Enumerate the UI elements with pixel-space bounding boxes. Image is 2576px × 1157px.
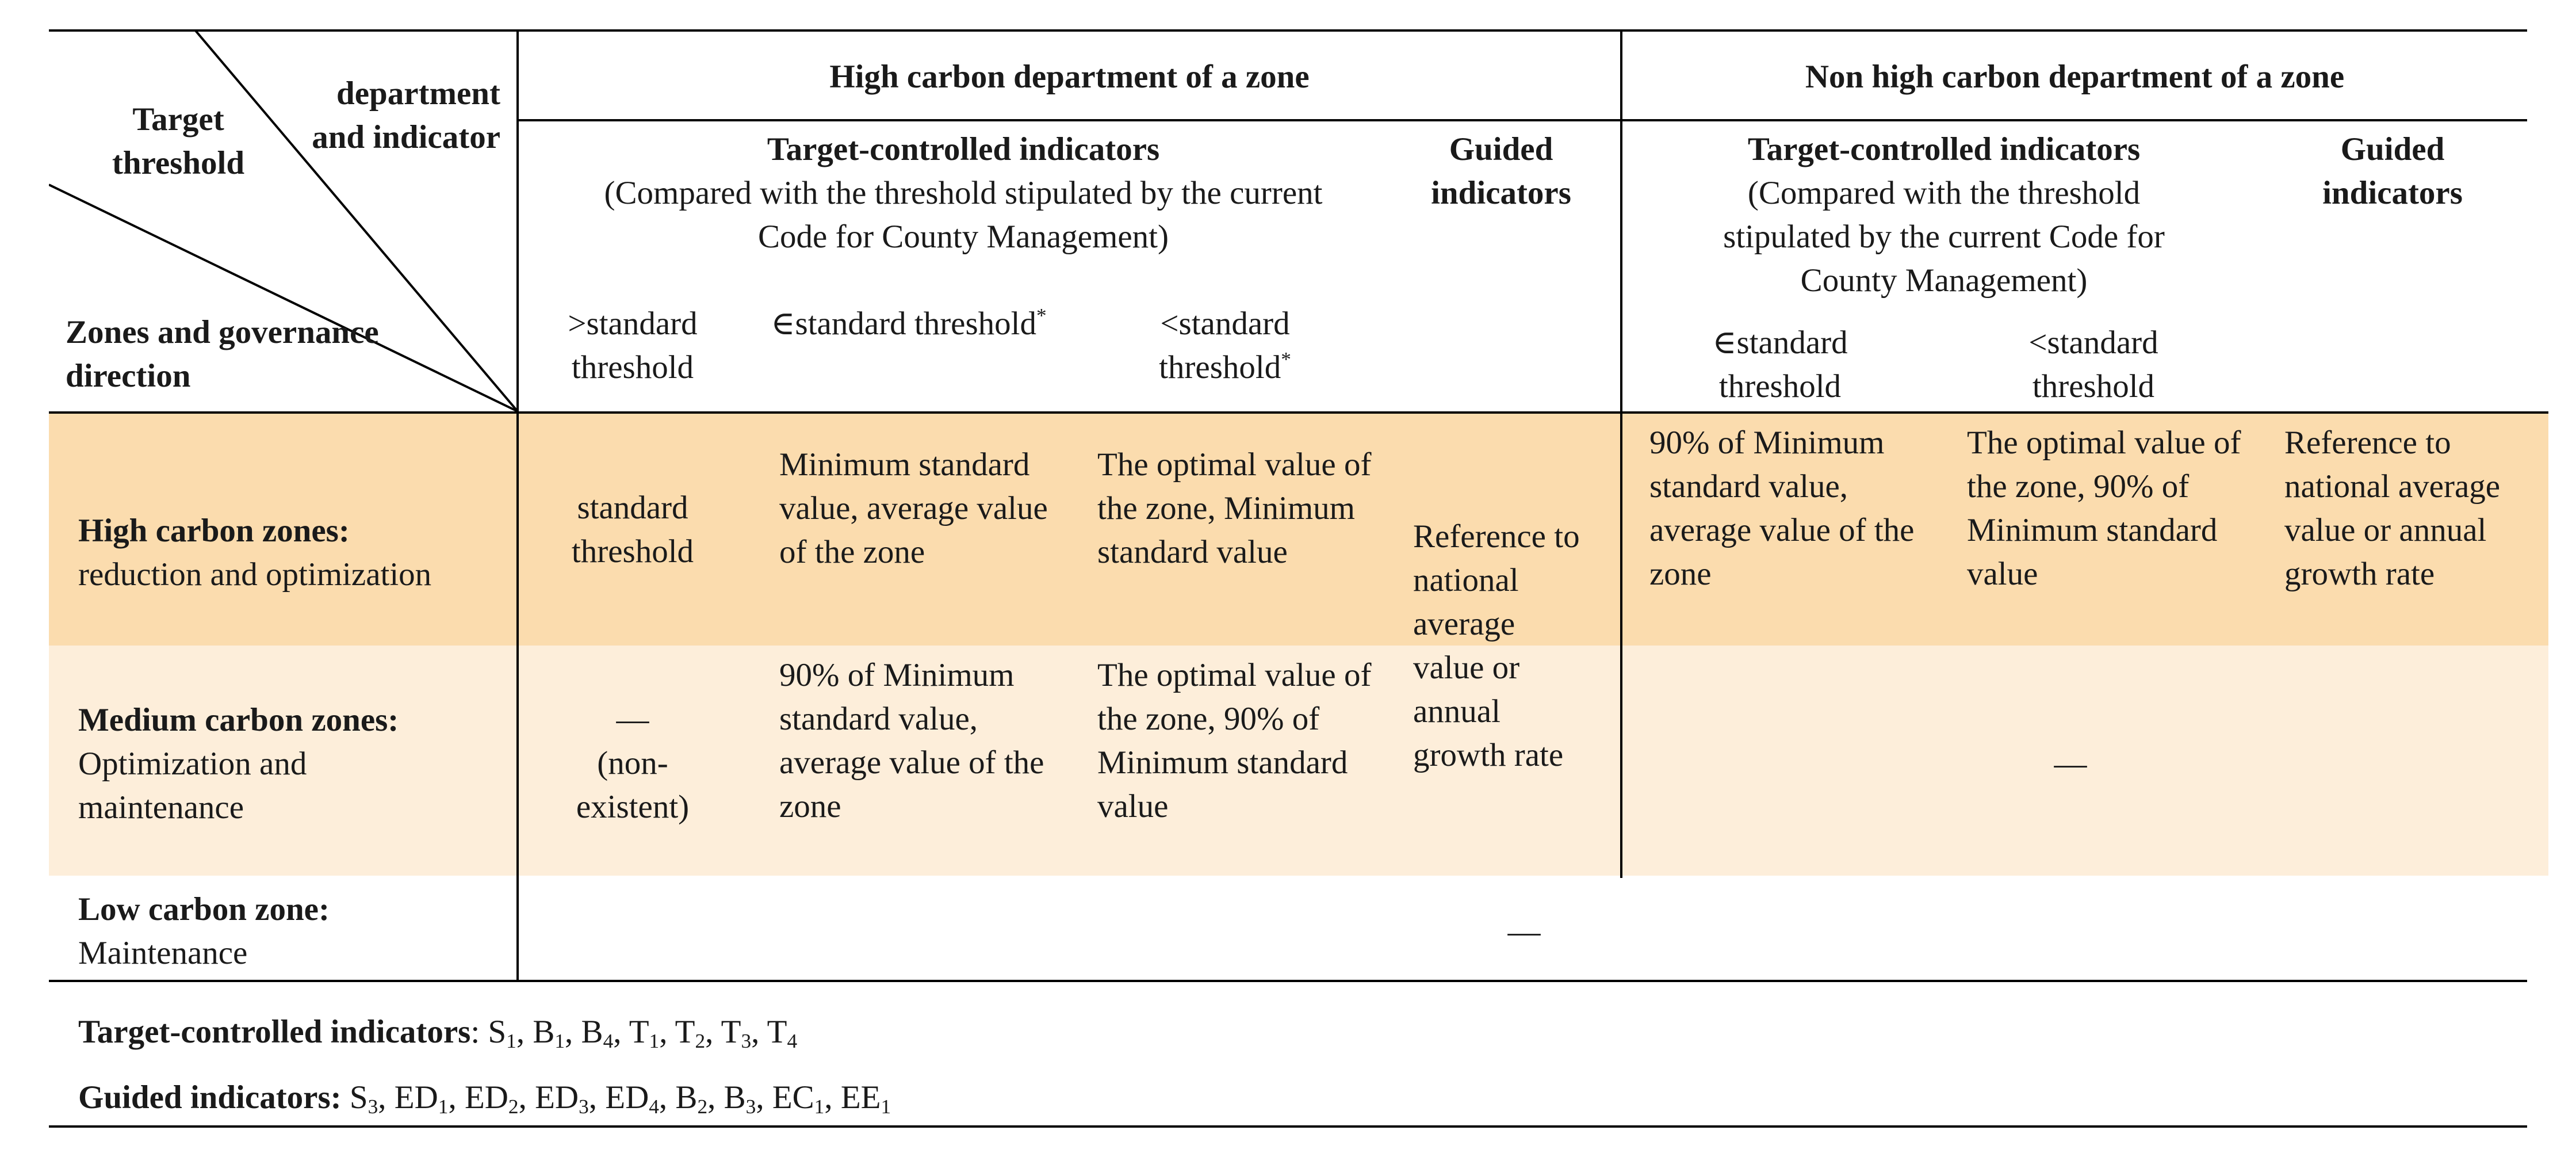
corner-department-label: department and indicator	[312, 75, 500, 155]
high-in-cell: Minimum standard value, average value of the zone	[779, 446, 1048, 570]
high-zone-name: High carbon zones:	[78, 513, 350, 549]
medium-non-high-cell: —	[2054, 746, 2087, 782]
medium-zone-label	[78, 698, 504, 830]
high-guided-cell: Reference to national average value or annual growth rate	[1413, 518, 1580, 773]
corner-zones-label: Zones and governance direction	[66, 314, 379, 394]
high-non-lt-cell: The optimal value of the zone, 90% of Minimum standard value	[1967, 425, 2241, 592]
threshold-lt-header	[1093, 302, 1357, 390]
threshold-in-header	[771, 302, 1047, 346]
footer-guided-label: Guided indicators:	[78, 1079, 342, 1116]
non-target-controlled-header	[1656, 128, 2231, 303]
medium-gt-cell	[549, 698, 716, 829]
low-zone-label	[78, 888, 504, 975]
high-gt-cell: standard threshold	[571, 490, 694, 570]
high-lt-cell: The optimal value of the zone, Minimum standard value	[1097, 446, 1372, 570]
medium-lt-cell: The optimal value of the zone, 90% of Minimum standard value	[1097, 657, 1372, 824]
low-all-cell: —	[1507, 914, 1541, 950]
high-zone-label	[78, 509, 504, 597]
medium-gt-note: (non-existent)	[576, 745, 690, 825]
footer-target-label: Target-controlled indicators	[78, 1014, 471, 1050]
high-target-title: Target-controlled indicators	[767, 131, 1160, 167]
high-guided-header: Guided indicators	[1431, 131, 1571, 211]
low-zone-direction: Maintenance	[78, 935, 248, 971]
medium-zone-name: Medium carbon zones:	[78, 702, 399, 738]
footer-guided-list: $S_3$, $ED_1$, $ED_2$, $ED_3$, $ED_4$, $B_2$, $B_3$, $EC_1$, $EE_1$	[341, 1079, 891, 1118]
footer-guided-line	[78, 1076, 2149, 1120]
non-target-title: Target-controlled indicators	[1747, 131, 2141, 167]
corner-threshold-label: Target threshold	[112, 101, 245, 181]
medium-gt-dash: —	[616, 701, 649, 738]
threshold-gt-header: >standard threshold	[568, 306, 698, 385]
footer-target-line	[78, 1010, 2149, 1054]
medium-zone-direction: Optimization and maintenance	[78, 746, 307, 826]
threshold-lt-text: <standard threshold	[1159, 306, 1290, 385]
medium-in-cell: 90% of Minimum standard value, average value of the zone	[779, 657, 1044, 824]
department-divider-rule	[1620, 29, 1622, 878]
high-target-note: (Compared with the threshold stipulated by the current Code for County Management)	[604, 175, 1323, 255]
footer-bottom-rule	[49, 1125, 2527, 1128]
high-non-guided-cell: Reference to national average value or annual growth rate	[2284, 425, 2501, 592]
high-dept-header: High carbon department of a zone	[829, 59, 1310, 95]
high-non-in-cell: 90% of Minimum standard value, average value of the zone	[1649, 425, 1915, 592]
threshold-in-text: ∈standard threshold	[771, 306, 1036, 342]
non-threshold-in-header: ∈standard threshold	[1712, 324, 1848, 404]
non-threshold-lt-header: <standard threshold	[2028, 324, 2158, 404]
high-zone-direction: reduction and optimization	[78, 556, 432, 593]
footer-target-list: : $S_1$, $B_1$, $B_4$, $T_1$, $T_2$, $T_3$, $T_4$	[470, 1014, 798, 1052]
non-target-note: (Compared with the threshold stipulated by the current Code for County Management)	[1723, 175, 2165, 299]
high-target-controlled-header	[546, 128, 1380, 259]
non-high-dept-header: Non high carbon department of a zone	[1805, 59, 2345, 95]
threshold-lt-star: *	[1281, 348, 1291, 371]
group-header-rule	[518, 119, 2527, 121]
threshold-in-star: *	[1036, 304, 1047, 327]
non-guided-header: Guided indicators	[2322, 131, 2463, 211]
low-zone-name: Low carbon zone:	[78, 891, 330, 927]
table-bottom-rule	[49, 980, 2527, 982]
